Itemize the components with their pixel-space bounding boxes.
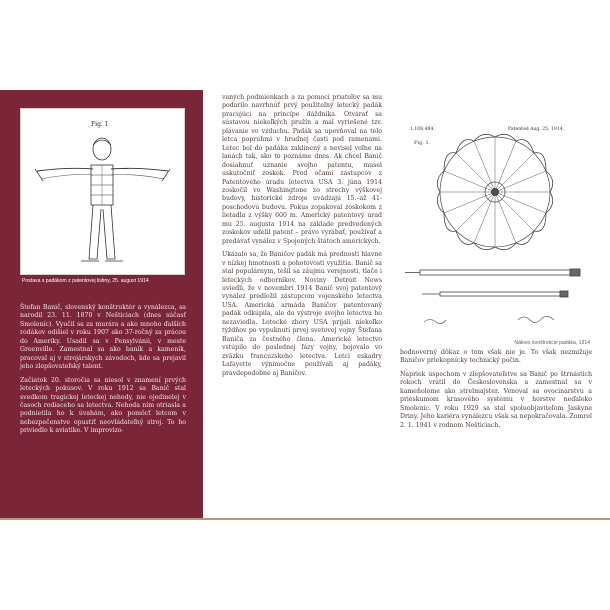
patent-header: Patented Aug. 25, 1914. xyxy=(508,127,565,132)
left-figure-caption: Postava s padákom z patentovej listiny, 25. august 1914 xyxy=(22,278,149,284)
middle-text-column xyxy=(222,94,382,383)
patent-figure-label: Fig. 1. xyxy=(414,140,431,146)
bottom-rule xyxy=(0,518,610,520)
left-paragraph-2: Začiatok 20. storočia sa niesol v znamení prvých leteckých pokusov. V roku 1912 sa Banič stal svedkom tragickej leteckej nehody, nie ojedinelej v časoch rodiaceho sa letectva. Nehoda ním otriasla a podnietila ho k úvahám, ako pomôcť letcom v nebezpečenstve opustiť neovládateľný stroj. To ho priviedlo k aviatike. V improvizo- xyxy=(20,376,186,435)
person-drawing xyxy=(21,109,184,274)
right-paragraph-2: Napriek úspechom v zlepšovateľstve sa Banič po štrnástich rokoch vrátil do Československa a zamestnal sa v kameňolome ako strelmajster. Venoval sa ovocinárstvu a prieskumom krasového systému v horstve neďaleko Smoleníc. V roku 1929 sa stal spoluobjaviteľom Jaskyne Driny. Jeho kariéra vynálezcu však sa nepokračovala. Zomrel 2. 1. 1941 v rodnom Nešticiach. xyxy=(400,370,592,429)
right-paragraph-1: hodnoverný dôkaz o tom však nie je. To však nezmižuje Baničov priekopnícky technický počin. xyxy=(400,349,592,365)
left-paragraph-1: Štefan Banič, slovenský konštruktér a vynálezca, sa narodil 23. 11. 1870 v Nešticiach (dnes súčasť Smoleníc). Vyučil sa za murára a ako mnoho ďalších rodákov odišiel v roku 1907 ako 37-ročný za prácou do Ameriky. Usadil sa v Pensylvánii, v meste Greenville. Zamestnal sa ako baník a kameník, pracoval aj v strojárskych závodoch, kde sa prejavil jeho zlepšovateľský talent. xyxy=(20,304,186,371)
middle-paragraph-2: Ukázalo sa, že Baničov padák má prednosti hlavne v nízkej hmotnosti a pohotovosti využitia. Banič sa stal populárnym, tešil sa záujmu verejnosti, tlače i leteckých odborníkov. Noviny Detroit News uviedli, že v novembri 1914 Banič svoj patentový vynález predložil zástupcom vojenského letectva USA. Americká armáda Baničov patentovaný padák odkúpila, ale do výstroje svojho letectva ho nezaviedla. Letecké zbory USA prijali niekoľko týždňov po vypuknutí prvej svetovej vojny Štefana Baniča za čestného člena. Americké letectvo vstúpilo do poslednej fázy vojny, bojovalo vo zväzku francúzskeho letectva. Letci eskadry Lafayette výnimočne používali aj padáky, pravdepodobne aj Baničov. xyxy=(222,251,382,377)
figure-label: Fig. 1 xyxy=(91,121,109,128)
right-text-column xyxy=(400,349,592,435)
middle-paragraph-1: vaných podmienkach a za pomoci priateľov sa mu podarilo navrhnúť prvý použiteľný letecký padák pracujúci na princípe dáždnika. Otvárať sa sústavou niekoľkých pružín a mal vyriešené tzv. plávanie vo vzduchu. Padák sa upevňoval na telo letca popruhmi v hrudnej časti pod ramenami. Letec bol do padáka zaklinený a nevisel voľne na lanách tak, ako to poznáme dnes. Ak chcel Banič dosiahnuť uznanie svojho patentu, musel uskutočniť zoskok. Pred očami zástupcov z Patentového úradu letectva USA 3. júna 1914 zoskočil vo Washingtone zo strechy výškovej budovy, historické zdroje uvádzajú 15.–až 41-poschodovú budovu. Pokus zopakoval zoskokom z lietadla z výšky 600 m. Americký patentový úrad mu 25. augusta 1914 na základe predvedených zoskokov udelil patent – právo vyrábať, používať a predávať vynález v Spojených štátoch amerických. xyxy=(222,94,382,245)
parachute-drawing xyxy=(400,120,595,335)
right-figure-caption: Nákres konštrukcie padáka, 1914 xyxy=(514,340,590,346)
left-text-column xyxy=(20,304,186,441)
patent-figure-person xyxy=(20,108,185,275)
patent-number: 1,108,484. xyxy=(410,127,435,132)
patent-figure-parachute xyxy=(400,120,595,335)
